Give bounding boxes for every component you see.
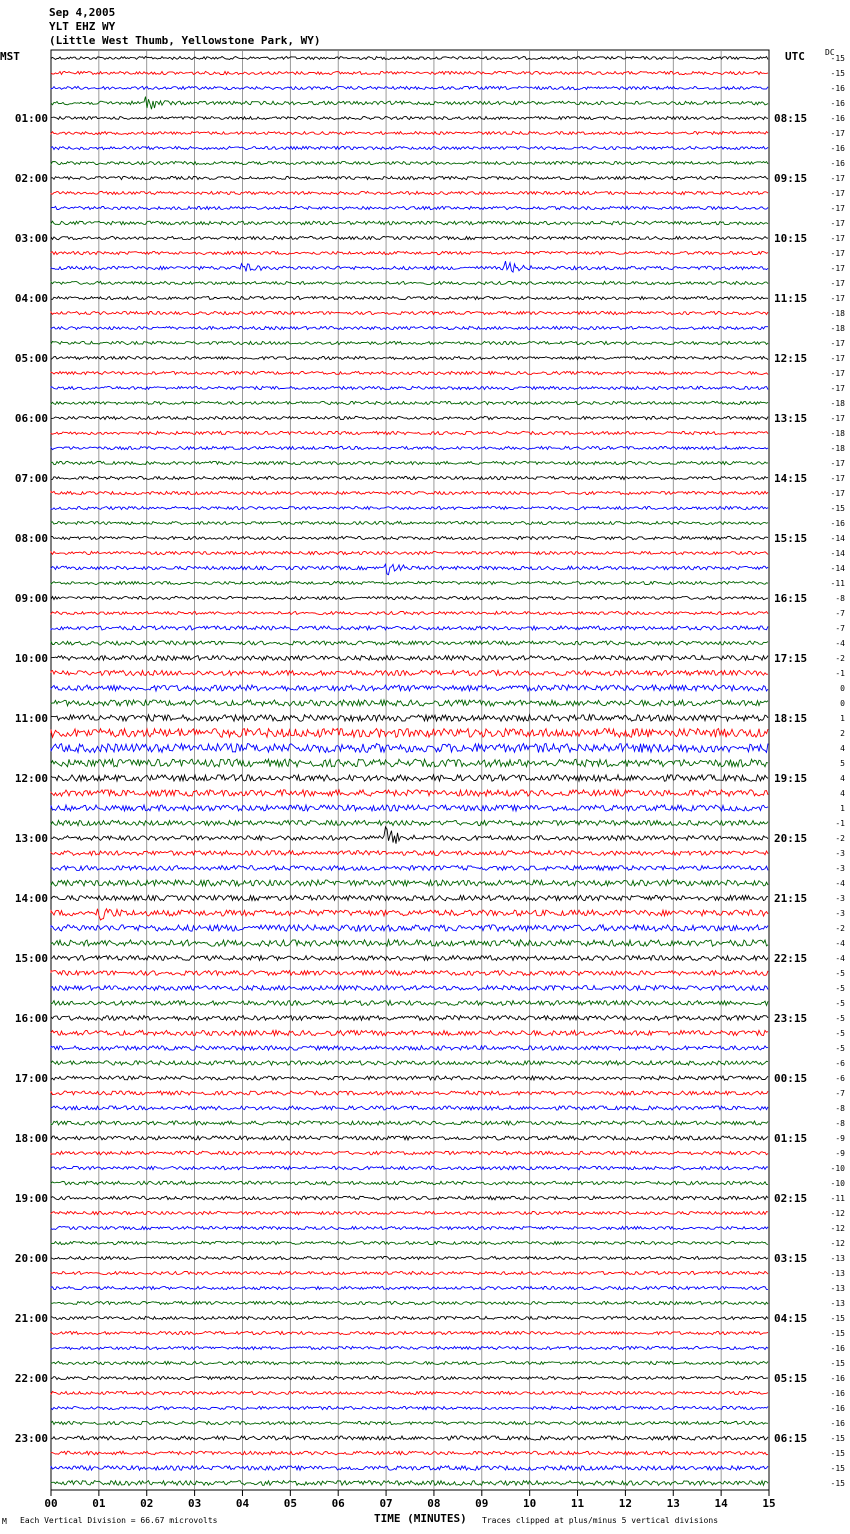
dc-offset-label: 0	[840, 684, 845, 693]
dc-offset-label: -3	[835, 909, 845, 918]
x-tick-label: 11	[570, 1497, 585, 1510]
trace-line	[51, 206, 768, 209]
left-hour-label: 19:00	[14, 1192, 48, 1205]
trace-line	[51, 626, 768, 630]
dc-offset-label: -16	[830, 519, 845, 528]
dc-offset-label: -16	[830, 1404, 845, 1413]
dc-offset-label: -17	[830, 414, 845, 423]
dc-offset-label: -5	[835, 984, 845, 993]
trace-line	[51, 1256, 768, 1259]
right-hour-label: 21:15	[774, 892, 808, 905]
left-hour-label: 04:00	[14, 292, 48, 305]
dc-offset-label: -15	[830, 1314, 845, 1323]
x-tick-label: 08	[427, 1497, 441, 1510]
dc-offset-label: -9	[835, 1134, 845, 1143]
dc-offset-label: -7	[835, 624, 845, 633]
trace-line	[51, 656, 768, 661]
dc-offset-label: -15	[830, 504, 845, 513]
trace-line	[51, 281, 768, 284]
trace-line	[51, 86, 768, 89]
dc-offset-label: 1	[840, 714, 845, 723]
dc-offset-label: -3	[835, 894, 845, 903]
dc-offset-label: -11	[830, 1194, 845, 1203]
trace-line	[51, 221, 768, 225]
dc-offset-label: -15	[830, 1449, 845, 1458]
dc-offset-label: -17	[830, 234, 845, 243]
right-hour-label: 18:15	[774, 712, 808, 725]
dc-offset-label: -1	[835, 669, 845, 678]
trace-line	[51, 685, 768, 691]
dc-offset-label: -18	[830, 309, 845, 318]
dc-offset-label: -5	[835, 1029, 845, 1038]
right-hour-label: 22:15	[774, 952, 808, 965]
trace-line	[51, 805, 768, 811]
dc-offset-label: -16	[830, 1389, 845, 1398]
dc-offset-label: -17	[830, 264, 845, 273]
trace-line	[51, 564, 768, 575]
left-hour-label: 17:00	[14, 1072, 48, 1085]
trace-line	[51, 551, 768, 554]
left-hour-label: 13:00	[14, 832, 48, 845]
dc-offset-label: 4	[840, 744, 845, 753]
trace-line	[51, 161, 768, 164]
right-hour-label: 11:15	[774, 292, 808, 305]
dc-offset-label: -15	[830, 1434, 845, 1443]
x-tick-label: 14	[714, 1497, 728, 1510]
trace-line	[51, 940, 768, 946]
x-tick-label: 00	[44, 1497, 58, 1510]
dc-offset-label: -5	[835, 1014, 845, 1023]
trace-line	[51, 476, 768, 479]
dc-offset-label: -12	[830, 1224, 845, 1233]
trace-line	[51, 880, 768, 886]
trace-line	[51, 611, 768, 614]
dc-offset-label: -4	[835, 939, 845, 948]
trace-line	[51, 1151, 768, 1155]
right-hour-label: 10:15	[774, 232, 808, 245]
trace-line	[51, 326, 768, 329]
dc-offset-label: -18	[830, 429, 845, 438]
trace-line	[51, 895, 768, 900]
dc-offset-label: -1	[835, 819, 845, 828]
right-hour-label: 09:15	[774, 172, 808, 185]
trace-line	[51, 820, 768, 825]
trace-line	[51, 596, 768, 599]
trace-line	[51, 1286, 768, 1289]
trace-line	[51, 986, 768, 991]
trace-line	[51, 1076, 768, 1080]
dc-offset-label: -12	[830, 1239, 845, 1248]
right-hour-label: 06:15	[774, 1432, 808, 1445]
trace-line	[51, 506, 768, 509]
trace-line	[51, 715, 768, 721]
clip-note: Traces clipped at plus/minus 5 vertical divisions	[482, 1516, 719, 1525]
dc-offset-label: -15	[830, 1464, 845, 1473]
dc-offset-label: -13	[830, 1284, 845, 1293]
trace-line	[51, 1061, 768, 1065]
dc-offset-label: 5	[840, 759, 845, 768]
trace-line	[51, 1001, 768, 1006]
dc-offset-label: -18	[830, 444, 845, 453]
trace-line	[51, 925, 768, 931]
dc-offset-label: -4	[835, 954, 845, 963]
trace-line	[51, 827, 768, 844]
trace-line	[51, 1466, 768, 1470]
left-hour-label: 23:00	[14, 1432, 48, 1445]
dc-offset-label: -3	[835, 849, 845, 858]
trace-line	[51, 117, 768, 120]
trace-line	[51, 311, 768, 314]
dc-label: DC	[825, 48, 835, 57]
x-tick-label: 12	[618, 1497, 633, 1510]
trace-line	[51, 641, 768, 645]
trace-line	[51, 236, 768, 239]
right-hour-label: 23:15	[774, 1012, 808, 1025]
left-hour-label: 07:00	[14, 472, 48, 485]
left-hour-label: 09:00	[14, 592, 48, 605]
dc-offset-label: -15	[830, 1359, 845, 1368]
dc-offset-label: -8	[835, 1119, 845, 1128]
trace-line	[51, 71, 768, 74]
trace-line	[51, 386, 768, 389]
trace-line	[51, 1241, 768, 1244]
dc-offset-label: -14	[830, 549, 845, 558]
dc-offset-label: -2	[835, 924, 845, 933]
x-tick-label: 04	[235, 1497, 250, 1510]
dc-offset-label: -17	[830, 384, 845, 393]
trace-line	[51, 670, 768, 675]
left-hour-label: 22:00	[14, 1372, 48, 1385]
right-hour-label: 05:15	[774, 1372, 808, 1385]
right-hour-label: 19:15	[774, 772, 808, 785]
trace-line	[51, 261, 768, 272]
x-tick-label: 06	[331, 1497, 345, 1510]
dc-offset-label: -8	[835, 594, 845, 603]
dc-offset-label: -17	[830, 339, 845, 348]
left-hour-label: 08:00	[14, 532, 48, 545]
trace-line	[51, 1301, 768, 1304]
trace-line	[51, 146, 768, 149]
x-tick-label: 05	[283, 1497, 297, 1510]
x-tick-label: 07	[379, 1497, 393, 1510]
right-hour-label: 04:15	[774, 1312, 808, 1325]
dc-offset-label: -5	[835, 999, 845, 1008]
dc-offset-label: -17	[830, 204, 845, 213]
trace-line	[51, 1016, 768, 1021]
dc-offset-label: -17	[830, 174, 845, 183]
left-hour-label: 10:00	[14, 652, 48, 665]
dc-offset-label: -10	[830, 1179, 845, 1188]
dc-offset-label: 0	[840, 699, 845, 708]
header-location: (Little West Thumb, Yellowstone Park, WY)	[49, 34, 321, 47]
dc-offset-label: -14	[830, 534, 845, 543]
dc-offset-label: -16	[830, 1344, 845, 1353]
dc-offset-label: -16	[830, 84, 845, 93]
dc-offset-label: -13	[830, 1269, 845, 1278]
dc-offset-label: -5	[835, 1044, 845, 1053]
trace-line	[51, 956, 768, 961]
dc-offset-label: -2	[835, 654, 845, 663]
trace-line	[51, 356, 768, 359]
dc-offset-label: -15	[830, 1329, 845, 1338]
dc-offset-label: -16	[830, 114, 845, 123]
trace-line	[51, 1331, 768, 1334]
dc-offset-label: -16	[830, 1374, 845, 1383]
dc-offset-label: -17	[830, 249, 845, 258]
dc-offset-label: -5	[835, 969, 845, 978]
x-tick-label: 01	[92, 1497, 106, 1510]
right-hour-label: 14:15	[774, 472, 808, 485]
trace-line	[51, 1106, 768, 1110]
dc-offset-label: -2	[835, 834, 845, 843]
trace-line	[51, 1361, 768, 1364]
trace-line	[51, 775, 768, 781]
scale-note: Each Vertical Division = 66.67 microvolts	[20, 1516, 218, 1525]
right-hour-label: 12:15	[774, 352, 808, 365]
left-hour-label: 06:00	[14, 412, 48, 425]
dc-offset-label: -15	[830, 69, 845, 78]
dc-offset-label: -16	[830, 1419, 845, 1428]
trace-line	[51, 57, 768, 60]
trace-line	[51, 1421, 768, 1424]
trace-line	[51, 700, 768, 706]
dc-offset-label: -6	[835, 1059, 845, 1068]
left-hour-label: 20:00	[14, 1252, 48, 1265]
trace-line	[51, 729, 768, 738]
dc-offset-label: -7	[835, 1089, 845, 1098]
trace-line	[51, 790, 768, 796]
trace-line	[51, 1181, 768, 1185]
trace-line	[51, 491, 768, 494]
trace-line	[51, 744, 768, 753]
trace-line	[51, 1271, 768, 1274]
dc-offset-label: -16	[830, 159, 845, 168]
dc-offset-label: 2	[840, 729, 845, 738]
dc-offset-label: -17	[830, 189, 845, 198]
trace-line	[51, 1406, 768, 1409]
x-tick-label: 03	[187, 1497, 202, 1510]
header-station: YLT EHZ WY	[49, 20, 116, 33]
dc-offset-label: -4	[835, 639, 845, 648]
dc-offset-label: -12	[830, 1209, 845, 1218]
trace-line	[51, 909, 768, 920]
trace-line	[51, 97, 768, 110]
right-timezone-label: UTC	[785, 50, 805, 63]
trace-line	[51, 1391, 768, 1394]
trace-line	[51, 341, 768, 344]
left-hour-label: 18:00	[14, 1132, 48, 1145]
trace-line	[51, 1376, 768, 1379]
left-hour-label: 15:00	[14, 952, 48, 965]
x-tick-label: 13	[666, 1497, 680, 1510]
dc-offset-label: -10	[830, 1164, 845, 1173]
trace-line	[51, 371, 768, 374]
trace-line	[51, 1121, 768, 1125]
left-hour-label: 14:00	[14, 892, 48, 905]
dc-offset-label: -17	[830, 219, 845, 228]
trace-line	[51, 431, 768, 434]
trace-line	[51, 536, 768, 539]
dc-offset-label: 4	[840, 774, 845, 783]
dc-offset-label: 4	[840, 789, 845, 798]
dc-offset-label: -3	[835, 864, 845, 873]
dc-offset-label: -17	[830, 354, 845, 363]
x-tick-label: 15	[762, 1497, 776, 1510]
trace-line	[51, 296, 768, 299]
trace-line	[51, 1091, 768, 1095]
x-axis-title: TIME (MINUTES)	[374, 1512, 467, 1525]
trace-line	[51, 1346, 768, 1349]
x-tick-label: 09	[475, 1497, 489, 1510]
right-hour-label: 01:15	[774, 1132, 808, 1145]
trace-line	[51, 1211, 768, 1214]
trace-line	[51, 1136, 768, 1140]
dc-offset-label: -8	[835, 1104, 845, 1113]
trace-line	[51, 1046, 768, 1050]
dc-offset-label: -13	[830, 1254, 845, 1263]
left-hour-label: 03:00	[14, 232, 48, 245]
trace-line	[51, 1226, 768, 1229]
right-hour-label: 00:15	[774, 1072, 808, 1085]
left-hour-label: 05:00	[14, 352, 48, 365]
trace-line	[51, 1481, 768, 1486]
dc-offset-label: -17	[830, 369, 845, 378]
trace-line	[51, 851, 768, 856]
trace-line	[51, 521, 768, 524]
trace-line	[51, 1316, 768, 1319]
trace-line	[51, 446, 768, 449]
dc-offset-label: -14	[830, 564, 845, 573]
left-hour-label: 12:00	[14, 772, 48, 785]
trace-line	[51, 971, 768, 976]
dc-offset-label: -15	[830, 54, 845, 63]
right-hour-label: 02:15	[774, 1192, 808, 1205]
dc-offset-label: 1	[840, 804, 845, 813]
right-hour-label: 15:15	[774, 532, 808, 545]
trace-line	[51, 1030, 768, 1035]
dc-offset-label: -11	[830, 579, 845, 588]
dc-offset-label: -9	[835, 1149, 845, 1158]
left-hour-label: 16:00	[14, 1012, 48, 1025]
left-hour-label: 02:00	[14, 172, 48, 185]
trace-line	[51, 401, 768, 404]
right-hour-label: 13:15	[774, 412, 808, 425]
trace-line	[51, 191, 768, 194]
trace-line	[51, 581, 768, 584]
right-hour-label: 16:15	[774, 592, 808, 605]
dc-offset-label: -16	[830, 99, 845, 108]
dc-offset-label: -17	[830, 489, 845, 498]
right-hour-label: 03:15	[774, 1252, 808, 1265]
left-timezone-label: MST	[0, 50, 20, 63]
trace-line	[51, 132, 768, 135]
dc-offset-label: -17	[830, 474, 845, 483]
dc-offset-label: -18	[830, 399, 845, 408]
trace-line	[51, 866, 768, 871]
dc-offset-label: -18	[830, 324, 845, 333]
dc-offset-label: -17	[830, 459, 845, 468]
trace-line	[51, 1166, 768, 1170]
header-date: Sep 4,2005	[49, 6, 116, 19]
dc-offset-label: -17	[830, 294, 845, 303]
right-hour-label: 20:15	[774, 832, 808, 845]
dc-offset-label: -7	[835, 609, 845, 618]
dc-offset-label: -17	[830, 129, 845, 138]
dc-offset-label: -6	[835, 1074, 845, 1083]
x-tick-label: 02	[140, 1497, 154, 1510]
trace-line	[51, 1196, 768, 1200]
trace-line	[51, 1451, 768, 1455]
left-hour-label: 01:00	[14, 112, 48, 125]
dc-offset-label: -16	[830, 144, 845, 153]
x-tick-label: 10	[523, 1497, 537, 1510]
trace-line	[51, 1436, 768, 1440]
left-hour-label: 21:00	[14, 1312, 48, 1325]
dc-offset-label: -4	[835, 879, 845, 888]
dc-offset-label: -15	[830, 1479, 845, 1488]
trace-line	[51, 759, 768, 767]
corner-mark: M	[2, 1517, 7, 1526]
dc-offset-label: -13	[830, 1299, 845, 1308]
right-hour-label: 08:15	[774, 112, 808, 125]
dc-offset-label: -17	[830, 279, 845, 288]
right-hour-label: 17:15	[774, 652, 808, 665]
left-hour-label: 11:00	[14, 712, 48, 725]
trace-line	[51, 176, 768, 179]
trace-line	[51, 416, 768, 419]
trace-line	[51, 251, 768, 254]
trace-line	[51, 461, 768, 464]
